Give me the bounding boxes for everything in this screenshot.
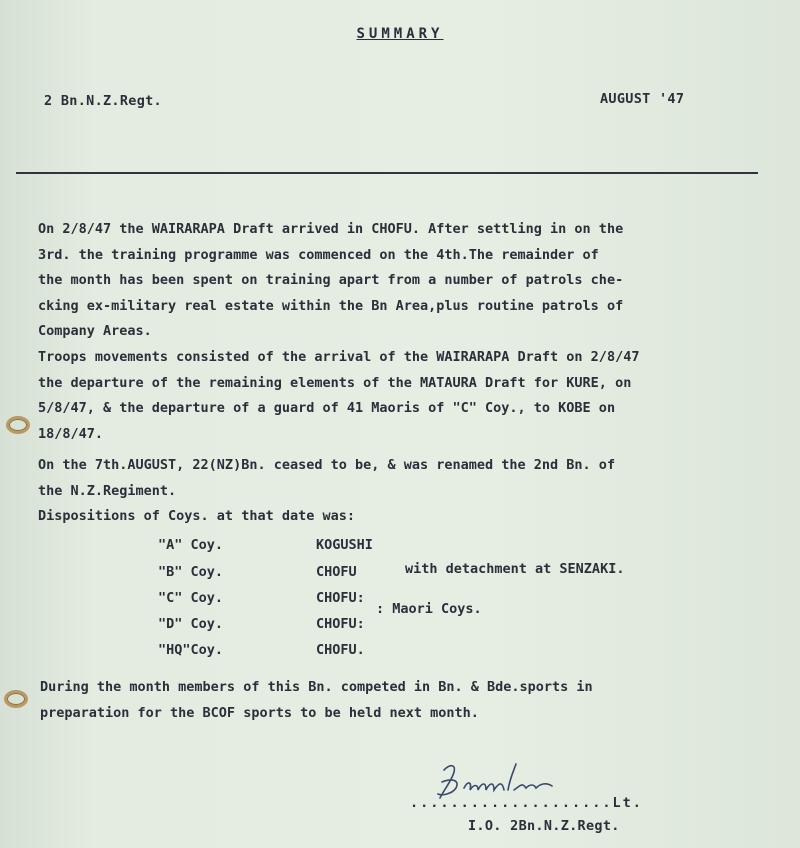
report-date: AUGUST '47: [600, 91, 685, 107]
unit-name: 2 Bn.N.Z.Regt.: [44, 93, 162, 109]
paragraph-renaming: [38, 453, 778, 530]
signature-line: ....................Lt.: [410, 795, 643, 811]
coy-note: with detachment at SENZAKI.: [405, 561, 625, 577]
text-line: During the month members of this Bn. competed in Bn. & Bde.sports in: [40, 679, 593, 695]
text-line: 5/8/47, & the departure of a guard of 41 Maoris of "C" Coy., to KOBE on: [38, 400, 616, 416]
coy-name: "A" Coy.: [158, 537, 224, 553]
text-line: On 2/8/47 the WAIRARAPA Draft arrived in CHOFU. After settling in on the: [38, 221, 624, 237]
coy-name: "C" Coy.: [158, 590, 224, 606]
text-line: Dispositions of Coys. at that date was:: [38, 508, 355, 524]
binding-ring: [4, 690, 28, 708]
coy-location: CHOFU:: [316, 590, 365, 606]
coy-location: CHOFU: [316, 564, 357, 580]
text-line: 3rd. the training programme was commenced on the 4th.The remainder of: [38, 246, 599, 263]
paragraph-arrival: [38, 217, 778, 345]
text-line: the month has been spent on training apart from a number of patrols che-: [38, 272, 624, 288]
text-line: preparation for the BCOF sports to be held next month.: [40, 704, 479, 721]
maori-coys-note: : Maori Coys.: [376, 601, 482, 617]
text-line: On the 7th.AUGUST, 22(NZ)Bn. ceased to be, & was renamed the 2nd Bn. of: [38, 457, 616, 473]
paragraph-troop-movements: [38, 345, 778, 447]
text-line: the N.Z.Regiment.: [38, 482, 177, 499]
text-line: the departure of the remaining elements of the MATAURA Draft for KURE, on: [38, 374, 632, 391]
coy-location: CHOFU:: [316, 616, 365, 632]
coy-location: CHOFU.: [316, 642, 365, 658]
header-divider: [16, 172, 758, 174]
text-line: Troops movements consisted of the arrival of the WAIRARAPA Draft on 2/8/47: [38, 349, 640, 365]
signatory-role: I.O. 2Bn.N.Z.Regt.: [468, 818, 620, 834]
document-title: SUMMARY: [356, 26, 444, 42]
binding-ring: [6, 416, 30, 434]
coy-name: "B" Coy.: [158, 564, 224, 580]
text-line: Company Areas.: [38, 323, 152, 339]
coy-location: KOGUSHI: [316, 537, 373, 553]
text-line: cking ex-military real estate within the Bn Area,plus routine patrols of: [38, 297, 624, 314]
text-line: 18/8/47.: [38, 425, 104, 442]
coy-name: "HQ"Coy.: [158, 642, 224, 658]
paragraph-sports: [40, 675, 780, 726]
coy-name: "D" Coy.: [158, 616, 224, 632]
